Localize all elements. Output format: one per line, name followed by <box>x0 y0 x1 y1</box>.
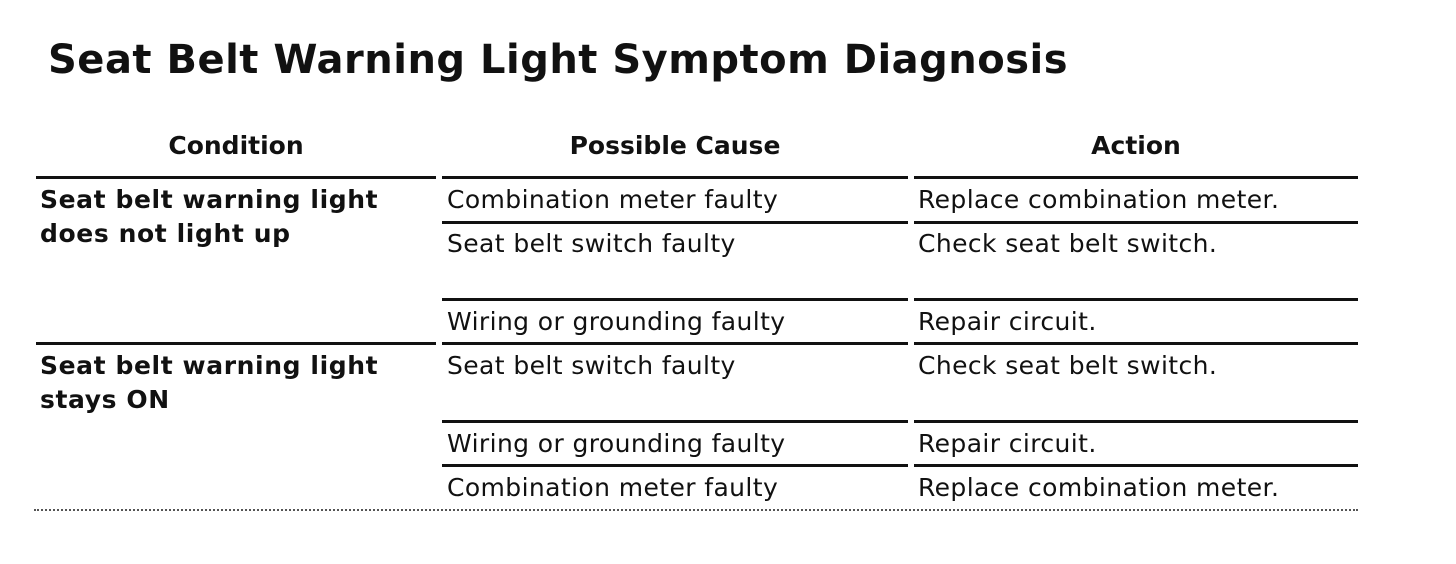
cause-cell: Wiring or grounding faulty <box>447 307 786 336</box>
row-rule <box>442 464 908 467</box>
condition-cell <box>40 349 378 417</box>
cause-cell: Combination meter faulty <box>447 473 779 502</box>
page-title: Seat Belt Warning Light Symptom Diagnosis <box>48 37 1069 83</box>
column-header-action: Action <box>1091 131 1181 160</box>
header-rule-cause <box>442 176 908 179</box>
cause-cell: Wiring or grounding faulty <box>447 429 786 458</box>
action-cell: Replace combination meter. <box>918 185 1280 214</box>
row-rule <box>442 221 908 224</box>
row-rule <box>914 420 1358 423</box>
action-cell: Repair circuit. <box>918 307 1097 336</box>
header-rule-condition <box>36 176 436 179</box>
row-rule <box>914 221 1358 224</box>
condition-text-line: does not light up <box>40 219 291 248</box>
cause-cell: Seat belt switch faulty <box>447 229 736 258</box>
action-cell: Check seat belt switch. <box>918 229 1218 258</box>
table-bottom-rule <box>34 509 1358 512</box>
row-rule <box>442 298 908 301</box>
cause-cell: Combination meter faulty <box>447 185 779 214</box>
column-header-condition: Condition <box>168 131 304 160</box>
action-cell: Repair circuit. <box>918 429 1097 458</box>
header-rule-action <box>914 176 1358 179</box>
condition-text-line: stays ON <box>40 385 170 414</box>
condition-text-line: Seat belt warning light <box>40 351 379 380</box>
row-rule <box>914 464 1358 467</box>
column-header-possible-cause: Possible Cause <box>569 131 781 160</box>
row-rule <box>442 420 908 423</box>
action-cell: Replace combination meter. <box>918 473 1280 502</box>
condition-cell <box>40 183 378 251</box>
row-rule <box>914 298 1358 301</box>
cause-cell: Seat belt switch faulty <box>447 351 736 380</box>
condition-text-line: Seat belt warning light <box>40 185 379 214</box>
action-cell: Check seat belt switch. <box>918 351 1218 380</box>
group-rule-cause <box>442 342 908 345</box>
group-rule-action <box>914 342 1358 345</box>
group-rule-condition <box>36 342 436 345</box>
